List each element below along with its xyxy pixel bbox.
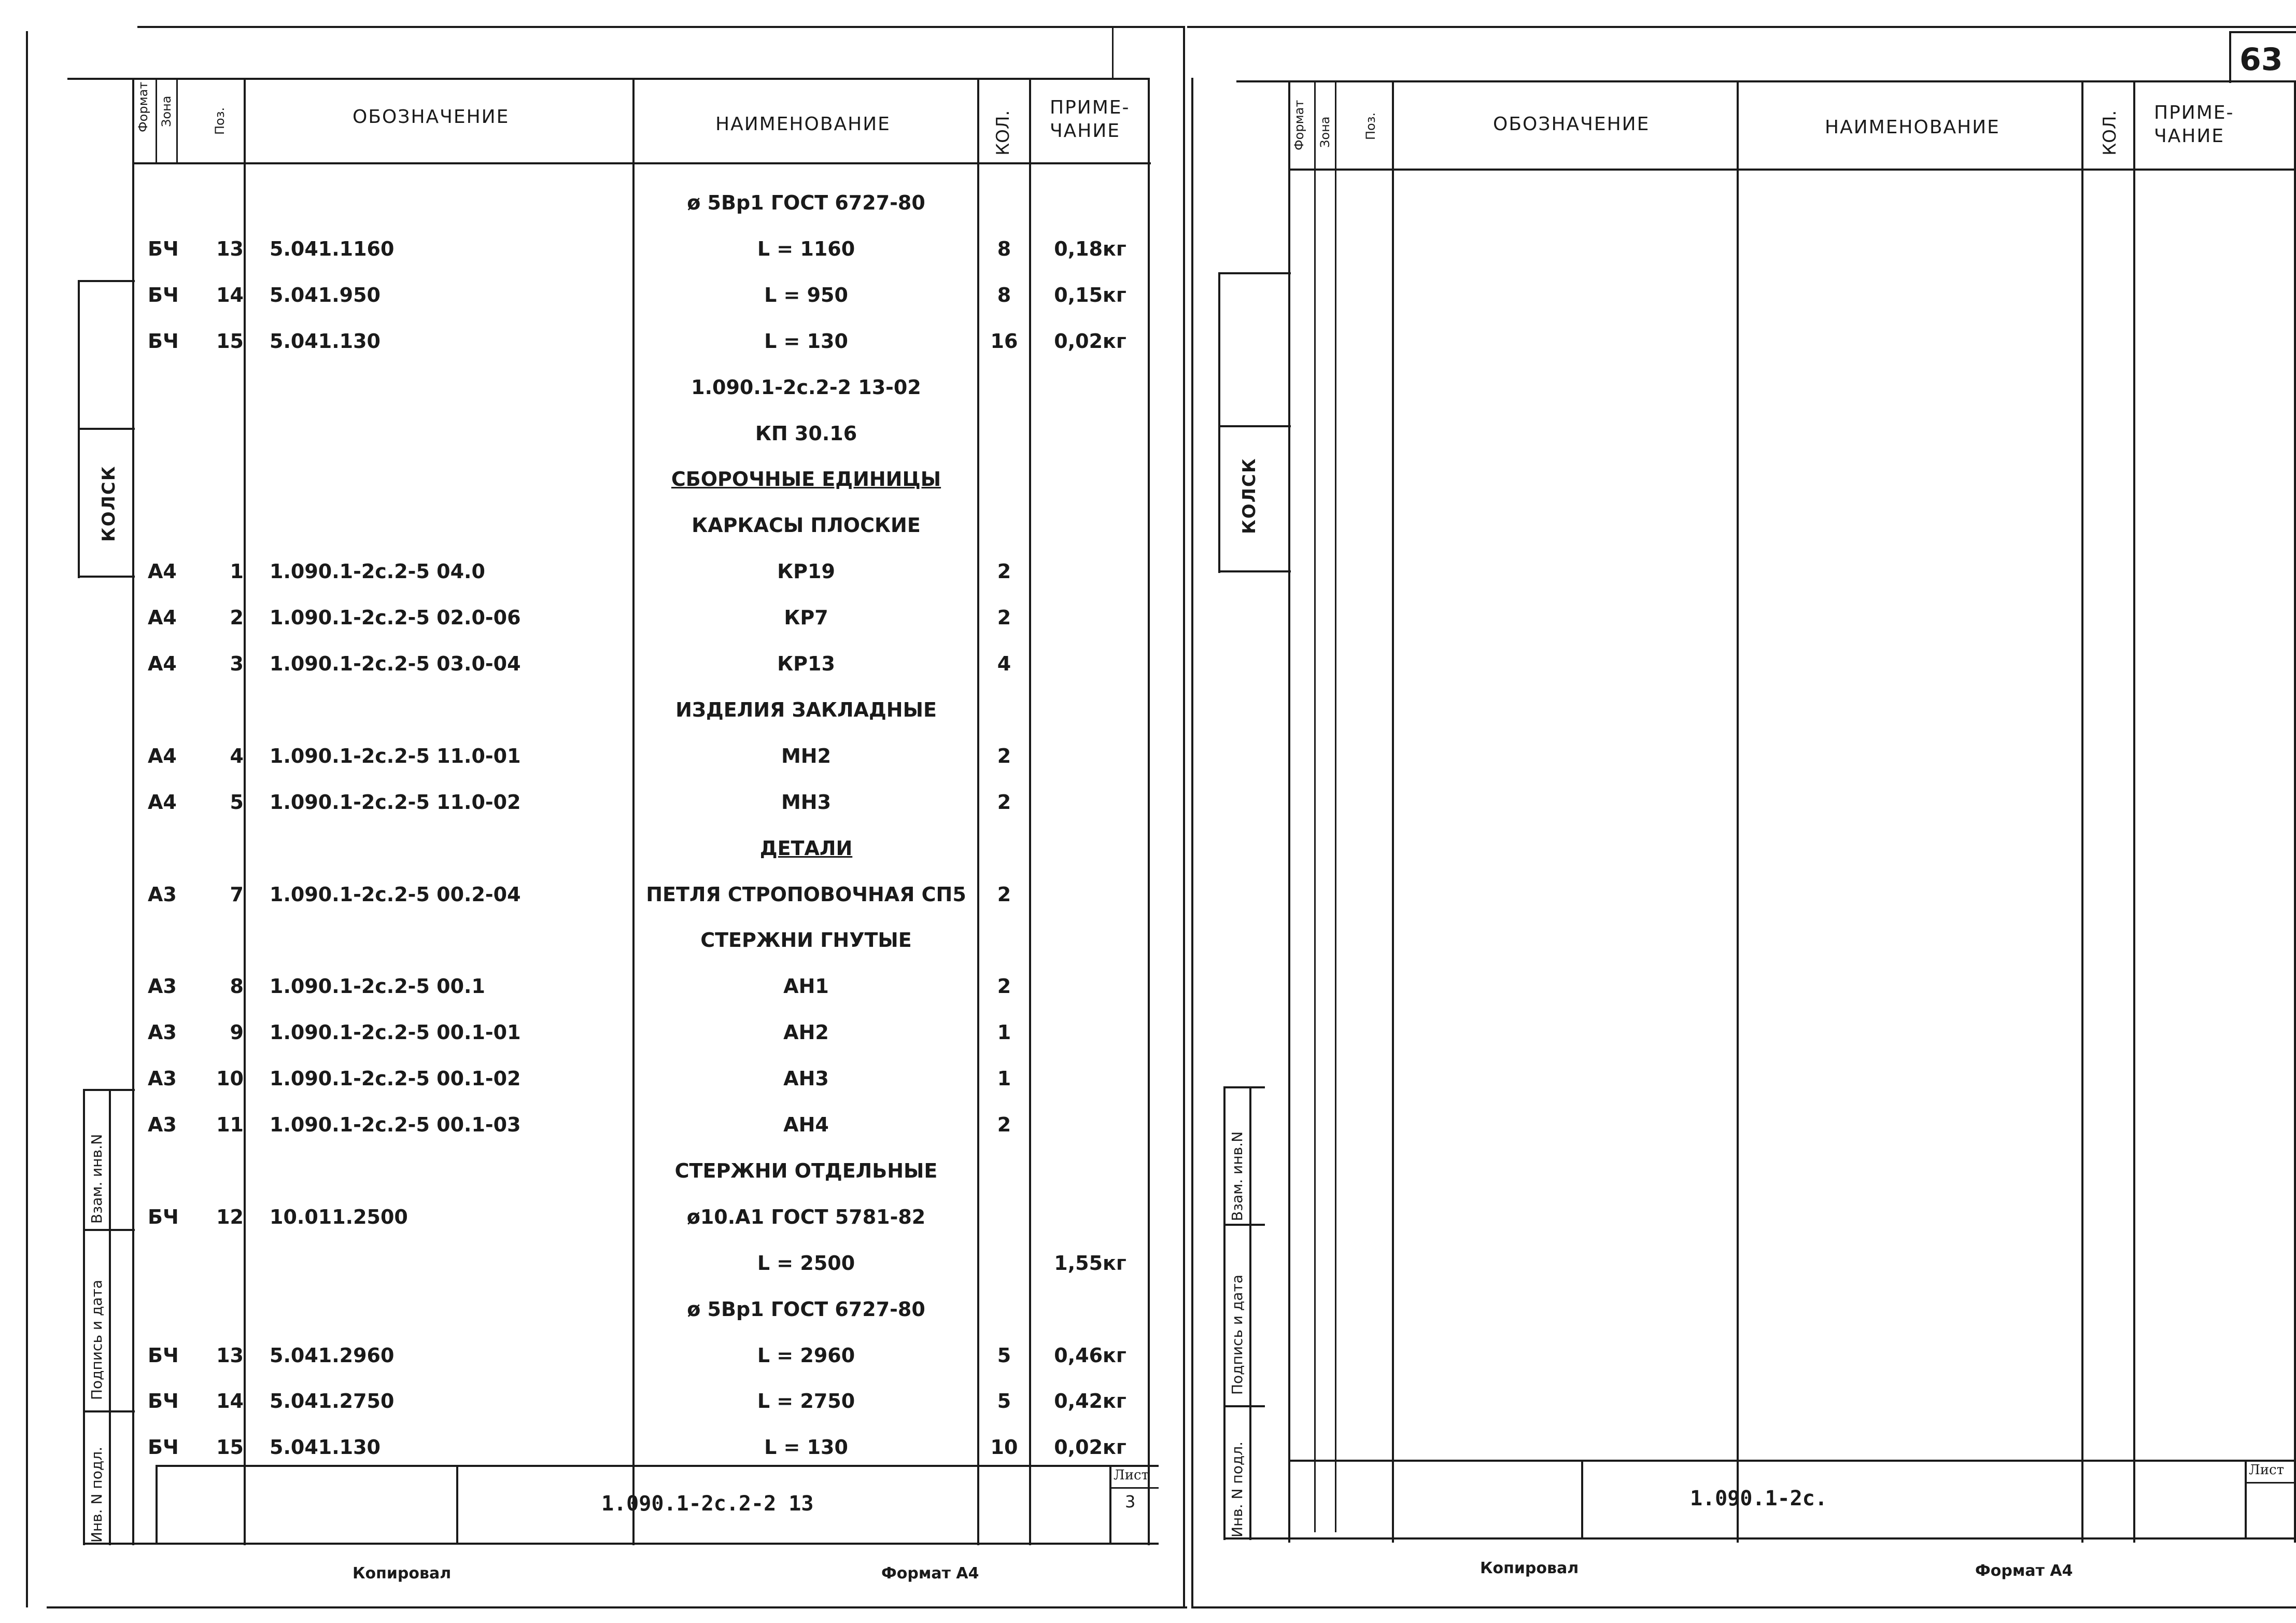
tb-sheet-sep: [2245, 1482, 2296, 1484]
cell-designation: 1.090.1-2с.2-5 00.2-04: [270, 883, 521, 906]
col-pos: [1335, 80, 1336, 1532]
cell-name: L = 2960: [757, 1344, 855, 1367]
header-format: Формат: [1292, 100, 1306, 150]
frame-left: [1191, 78, 1193, 1607]
cell-format: А3: [148, 1067, 177, 1090]
cell-designation: 5.041.1160: [270, 237, 395, 260]
side-tab-bottom: [78, 576, 135, 578]
stamp-right: [109, 1089, 111, 1545]
side-tab-mid: [78, 428, 135, 430]
table-top: [67, 78, 1148, 80]
header-designation: ОБОЗНАЧЕНИЕ: [1493, 114, 1650, 135]
cell-pos: 14: [216, 284, 244, 306]
col-qty: [2081, 80, 2083, 1543]
cell-name: СТЕРЖНИ ОТДЕЛЬНЫЕ: [674, 1159, 938, 1182]
cell-format: БЧ: [148, 237, 179, 260]
cell-format: А3: [148, 883, 177, 906]
cell-designation: 1.090.1-2с.2-5 00.1-02: [270, 1067, 521, 1090]
stamp-sep-1: [1223, 1224, 1265, 1226]
header-name: НАИМЕНОВАНИЕ: [1825, 117, 2000, 138]
cell-note: 0,02кг: [1054, 330, 1126, 353]
table-header-bottom: [1288, 169, 2296, 171]
cell-name: КАРКАСЫ ПЛОСКИЕ: [692, 514, 921, 537]
pgnum-box-left: [2229, 31, 2231, 83]
cell-pos: 2: [230, 606, 244, 629]
cell-designation: 1.090.1-2с.2-5 00.1-03: [270, 1113, 521, 1136]
cell-qty: 4: [997, 652, 1011, 675]
cell-name: СТЕРЖНИ ГНУТЫЕ: [700, 929, 912, 952]
cell-name: ø 5Bp1 ГОСТ 6727-80: [687, 191, 925, 214]
page-number: 63: [2239, 41, 2283, 78]
side-tab-left: [78, 280, 80, 578]
table-right: [2294, 80, 2296, 1543]
col-zone: [156, 78, 157, 163]
cell-name: L = 130: [764, 1436, 848, 1459]
stamp-top: [83, 1089, 135, 1091]
cell-format: А3: [148, 1113, 177, 1136]
cell-name: ø 5Bp1 ГОСТ 6727-80: [687, 1298, 925, 1321]
cell-name: ДЕТАЛИ: [759, 837, 853, 860]
stamp-sep-1: [83, 1229, 135, 1231]
cell-pos: 5: [230, 791, 244, 814]
cell-pos: 11: [216, 1113, 244, 1136]
cell-format: БЧ: [148, 1206, 179, 1228]
header-zone: Зона: [1318, 116, 1332, 148]
footer-format: Формат А4: [881, 1564, 979, 1583]
cell-name: L = 130: [764, 330, 848, 353]
header-note-2: ЧАНИЕ: [2154, 125, 2225, 147]
cell-designation: 10.011.2500: [270, 1206, 408, 1228]
cell-note: 1,55кг: [1054, 1252, 1126, 1275]
header-zone: Зона: [159, 95, 174, 127]
cell-name: КР13: [777, 652, 835, 675]
cell-name: МН3: [781, 791, 832, 814]
right-sheet: [1187, 0, 2296, 1623]
tb-divider: [456, 1465, 458, 1544]
cell-format: А4: [148, 745, 177, 767]
cell-pos: 1: [230, 560, 244, 583]
stamp-orig-inv: Инв. N подл.: [88, 1447, 105, 1543]
cell-pos: 4: [230, 745, 244, 767]
cell-designation: 5.041.130: [270, 330, 381, 353]
cell-designation: 1.090.1-2с.2-5 11.0-01: [270, 745, 521, 767]
col-note: [2133, 80, 2135, 1543]
side-tab-top: [1218, 272, 1291, 274]
cell-format: БЧ: [148, 1436, 179, 1459]
cell-name: L = 2750: [757, 1390, 855, 1412]
side-tab-left: [1218, 272, 1220, 573]
cell-note: 0,18кг: [1054, 237, 1126, 260]
frame-left-outer: [26, 31, 28, 1607]
cell-qty: 2: [997, 791, 1011, 814]
header-designation: ОБОЗНАЧЕНИЕ: [353, 106, 510, 128]
cell-pos: 8: [230, 975, 244, 998]
header-note-2: ЧАНИЕ: [1050, 120, 1121, 142]
sheet-label: Лист: [2249, 1462, 2284, 1478]
cell-designation: 5.041.950: [270, 284, 381, 306]
side-tab-mid: [1218, 425, 1291, 427]
cell-pos: 3: [230, 652, 244, 675]
header-pos: Поз.: [213, 107, 227, 135]
stamp-left: [1223, 1086, 1226, 1540]
cell-designation: 5.041.2750: [270, 1390, 395, 1412]
frame-bottom: [47, 1606, 1187, 1608]
tb-bottom: [1223, 1537, 2296, 1540]
header-format: Формат: [136, 81, 150, 132]
side-tab-top: [78, 280, 135, 282]
stamp-signature-date: Подпись и дата: [1229, 1275, 1246, 1395]
cell-format: А4: [148, 791, 177, 814]
table-right: [1148, 78, 1150, 1545]
cell-designation: 1.090.1-2с.2-5 02.0-06: [270, 606, 521, 629]
pgnum-box-top: [2229, 31, 2296, 33]
table-left: [132, 78, 134, 1545]
header-note-1: ПРИМЕ-: [2154, 102, 2234, 123]
side-tab-label: КОЛСК: [98, 465, 119, 542]
cell-designation: 1.090.1-2с.2-5 04.0: [270, 560, 485, 583]
cell-designation: 5.041.2960: [270, 1344, 395, 1367]
stamp-right: [1249, 1086, 1251, 1540]
cell-qty: 8: [997, 237, 1011, 260]
col-note: [1029, 78, 1031, 1545]
cell-name: КП 30.16: [755, 422, 857, 445]
col-name: [1737, 80, 1739, 1543]
cell-qty: 5: [997, 1390, 1011, 1412]
cell-format: А4: [148, 606, 177, 629]
cell-name: ИЗДЕЛИЯ ЗАКЛАДНЫЕ: [675, 698, 937, 721]
table-left: [1288, 80, 1290, 1543]
tb-top: [156, 1465, 1159, 1467]
cell-name: ø10.А1 ГОСТ 5781-82: [686, 1206, 926, 1228]
stamp-replace-inv: Взам. инв.N: [1229, 1131, 1246, 1221]
cell-format: БЧ: [148, 1390, 179, 1412]
frame-top: [1187, 26, 2296, 28]
header-note-1: ПРИМЕ-: [1050, 97, 1130, 118]
tb-divider: [1581, 1460, 1583, 1538]
cell-format: А4: [148, 560, 177, 583]
table-header-bottom: [132, 162, 1151, 164]
stamp-left: [83, 1089, 85, 1545]
title-block-code: 1.090.1-2с.2-2 13: [601, 1492, 814, 1516]
cell-qty: 10: [990, 1436, 1018, 1459]
frame-tick: [1112, 26, 1114, 78]
tb-sheet-divider: [2245, 1460, 2247, 1538]
cell-pos: 9: [230, 1021, 244, 1044]
header-name: НАИМЕНОВАНИЕ: [715, 114, 891, 135]
cell-name: АН1: [783, 975, 829, 998]
cell-qty: 5: [997, 1344, 1011, 1367]
cell-note: 0,46кг: [1054, 1344, 1126, 1367]
table-top: [1236, 80, 2296, 82]
cell-qty: 16: [990, 330, 1018, 353]
cell-format: БЧ: [148, 330, 179, 353]
cell-designation: 1.090.1-2с.2-5 11.0-02: [270, 791, 521, 814]
cell-qty: 2: [997, 1113, 1011, 1136]
cell-pos: 15: [216, 1436, 244, 1459]
cell-note: 0,42кг: [1054, 1390, 1126, 1412]
sheet-number: 3: [1125, 1492, 1136, 1512]
stamp-sep-2: [83, 1410, 135, 1412]
cell-designation: 5.041.130: [270, 1436, 381, 1459]
cell-designation: 1.090.1-2с.2-5 00.1-01: [270, 1021, 521, 1044]
col-designation: [244, 78, 246, 1545]
cell-designation: 1.090.1-2с.2-5 00.1: [270, 975, 485, 998]
tb-sheet-divider: [1109, 1465, 1111, 1544]
cell-format: БЧ: [148, 284, 179, 306]
col-designation: [1392, 80, 1394, 1543]
cell-name: КР7: [784, 606, 828, 629]
title-block-code: 1.090.1-2с.: [1690, 1487, 1827, 1510]
cell-name: АН4: [783, 1113, 829, 1136]
cell-name: МН2: [781, 745, 832, 767]
cell-pos: 7: [230, 883, 244, 906]
cell-pos: 14: [216, 1390, 244, 1412]
cell-pos: 15: [216, 330, 244, 353]
cell-note: 0,02кг: [1054, 1436, 1126, 1459]
header-qty: КОЛ.: [993, 110, 1013, 156]
cell-qty: 1: [997, 1067, 1011, 1090]
tb-top: [1288, 1460, 2296, 1462]
frame-bottom: [1191, 1606, 2296, 1608]
cell-name: L = 1160: [757, 237, 855, 260]
col-pos: [176, 78, 178, 163]
cell-pos: 13: [216, 1344, 244, 1367]
cell-name: ПЕТЛЯ СТРОПОВОЧНАЯ СП5: [646, 883, 966, 906]
cell-pos: 13: [216, 237, 244, 260]
cell-qty: 2: [997, 560, 1011, 583]
side-tab-label: КОЛСК: [1239, 457, 1260, 534]
stamp-sep-2: [1223, 1405, 1265, 1407]
cell-pos: 10: [216, 1067, 244, 1090]
stamp-signature-date: Подпись и дата: [88, 1280, 105, 1400]
stamp-replace-inv: Взам. инв.N: [88, 1134, 105, 1224]
tb-left: [156, 1465, 158, 1544]
cell-format: БЧ: [148, 1344, 179, 1367]
footer-format: Формат А4: [1975, 1562, 2073, 1580]
cell-name: СБОРОЧНЫЕ ЕДИНИЦЫ: [671, 468, 941, 491]
sheet-label: Лист: [1114, 1467, 1149, 1483]
header-qty: КОЛ.: [2100, 110, 2120, 156]
cell-name: L = 950: [764, 284, 848, 306]
cell-format: А3: [148, 1021, 177, 1044]
cell-name: КР19: [777, 560, 835, 583]
frame-right: [1183, 26, 1185, 1607]
stamp-top: [1223, 1086, 1265, 1088]
cell-qty: 2: [997, 745, 1011, 767]
footer-copied: Копировал: [1480, 1559, 1579, 1577]
cell-qty: 1: [997, 1021, 1011, 1044]
cell-name: АН3: [783, 1067, 829, 1090]
col-zone: [1314, 80, 1316, 1532]
cell-name: 1.090.1-2с.2-2 13-02: [691, 376, 921, 399]
cell-qty: 2: [997, 975, 1011, 998]
side-tab-bottom: [1218, 570, 1291, 572]
cell-qty: 2: [997, 883, 1011, 906]
cell-format: А3: [148, 975, 177, 998]
tb-sheet-sep: [1109, 1487, 1159, 1489]
cell-designation: 1.090.1-2с.2-5 03.0-04: [270, 652, 521, 675]
tb-bottom: [83, 1543, 1159, 1545]
cell-name: АН2: [783, 1021, 829, 1044]
footer-copied: Копировал: [353, 1564, 452, 1583]
cell-format: А4: [148, 652, 177, 675]
cell-qty: 8: [997, 284, 1011, 306]
cell-pos: 12: [216, 1206, 244, 1228]
cell-note: 0,15кг: [1054, 284, 1126, 306]
header-pos: Поз.: [1363, 112, 1378, 140]
stamp-orig-inv: Инв. N подл.: [1229, 1442, 1246, 1537]
cell-qty: 2: [997, 606, 1011, 629]
frame-top: [137, 26, 1185, 28]
cell-name: L = 2500: [757, 1252, 855, 1275]
